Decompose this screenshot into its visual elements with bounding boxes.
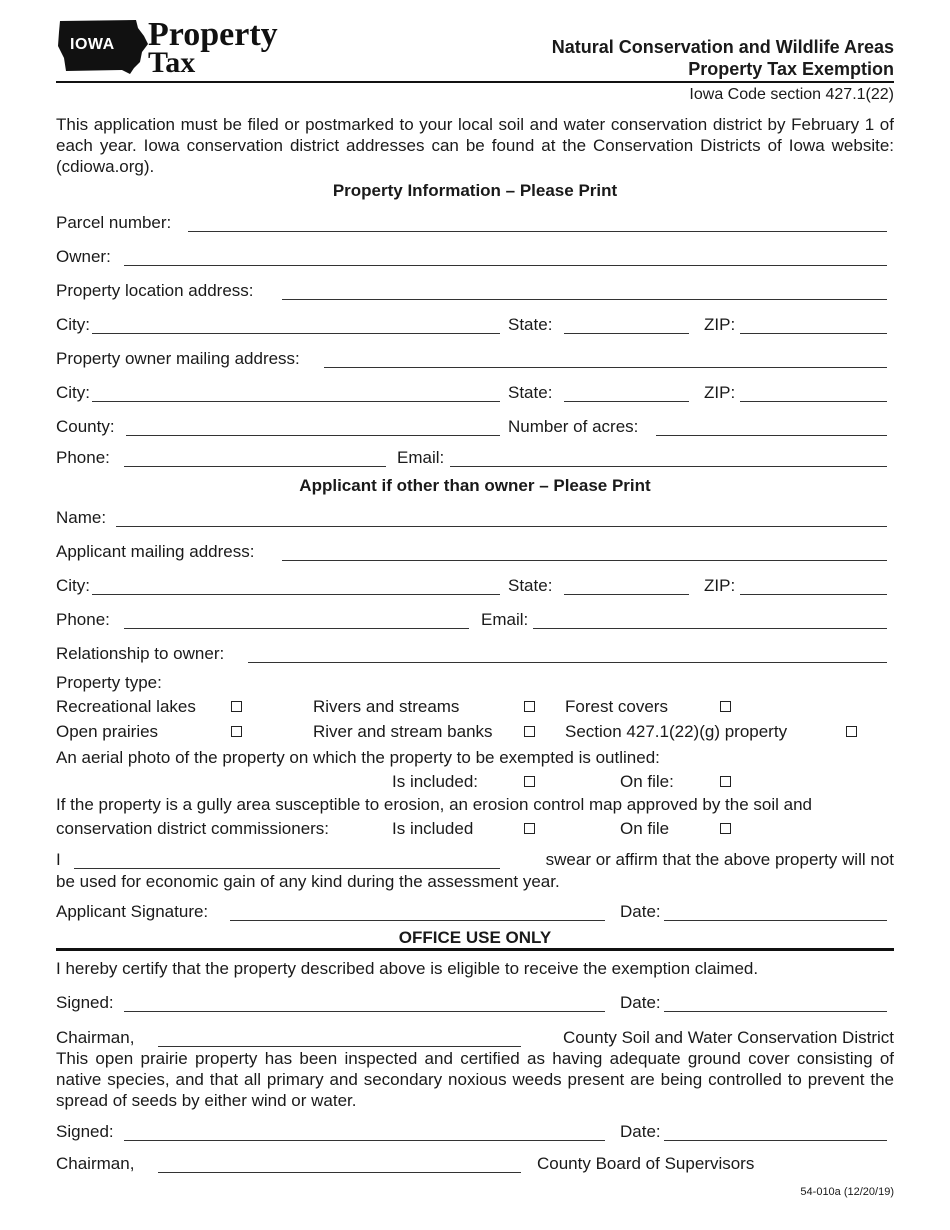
- owner-zip-field[interactable]: [740, 401, 887, 402]
- phone-label: Phone:: [56, 448, 110, 467]
- applicant-signature-label: Applicant Signature:: [56, 902, 209, 921]
- applicant-zip-field[interactable]: [740, 594, 887, 595]
- gully-text: If the property is a gully area susceptible to erosion, an erosion control map approved by the soil and: [56, 795, 812, 814]
- prairie-certification-paragraph: This open prairie property has been inspected and certified as having adequate ground cover consisting of native species, and that all primary and secondary noxious weeds present are being controlled to prevent the spread of seeds by either wind or water.: [56, 1049, 894, 1110]
- affirm-i: I: [56, 850, 61, 869]
- property-type-label: Property type:: [56, 673, 162, 692]
- applicant-date-field[interactable]: [664, 920, 887, 921]
- affirm-text-line1: swear or affirm that the above property will not: [545, 850, 894, 869]
- recreational-lakes-label: Recreational lakes: [56, 697, 196, 716]
- certify-text: I hereby certify that the property described above is eligible to receive the exemption claimed.: [56, 959, 759, 978]
- applicant-email-label: Email:: [481, 610, 529, 629]
- logo-word-property: Property: [148, 16, 278, 53]
- supervisors-date-field[interactable]: [664, 1140, 887, 1141]
- gully-text-line2: conservation district commissioners:: [56, 819, 330, 838]
- city-field[interactable]: [92, 333, 500, 334]
- form-subtitle: Property Tax Exemption: [688, 59, 894, 79]
- supervisors-signed-label: Signed:: [56, 1122, 114, 1141]
- district-name-label: County Soil and Water Conservation District: [562, 1028, 894, 1047]
- supervisors-chairman-field[interactable]: [158, 1172, 521, 1173]
- applicant-date-label: Date:: [620, 902, 661, 921]
- applicant-city-label: City:: [56, 576, 90, 595]
- aerial-included-checkbox[interactable]: [524, 776, 535, 787]
- rivers-streams-label: Rivers and streams: [313, 697, 460, 716]
- location-label: Property location address:: [56, 281, 254, 300]
- parcel-number-field[interactable]: [188, 231, 887, 232]
- supervisors-chairman-label: Chairman,: [56, 1154, 135, 1173]
- owner-state-label: State:: [508, 383, 553, 402]
- board-of-supervisors-label: County Board of Supervisors: [537, 1154, 755, 1173]
- owner-city-field[interactable]: [92, 401, 500, 402]
- header-rule: [56, 81, 894, 83]
- aerial-on-file-checkbox[interactable]: [720, 776, 731, 787]
- gully-included-checkbox[interactable]: [524, 823, 535, 834]
- property-section-heading: Property Information – Please Print: [332, 181, 618, 200]
- applicant-email-field[interactable]: [533, 628, 887, 629]
- relationship-field[interactable]: [248, 662, 887, 663]
- city-label: City:: [56, 315, 90, 334]
- applicant-city-field[interactable]: [92, 594, 500, 595]
- district-date-field[interactable]: [664, 1011, 887, 1012]
- acres-field[interactable]: [656, 435, 887, 436]
- email-field[interactable]: [450, 466, 887, 467]
- open-prairies-checkbox[interactable]: [231, 726, 242, 737]
- applicant-section-heading: Applicant if other than owner – Please Print: [299, 476, 651, 495]
- zip-field[interactable]: [740, 333, 887, 334]
- form-title: Natural Conservation and Wildlife Areas: [551, 37, 894, 57]
- district-chairman-label: Chairman,: [56, 1028, 135, 1047]
- applicant-signature-field[interactable]: [230, 920, 605, 921]
- relationship-label: Relationship to owner:: [56, 644, 225, 663]
- logo-state-label: IOWA: [70, 36, 115, 53]
- state-field[interactable]: [564, 333, 689, 334]
- form-number: 54-010a (12/20/19): [800, 1186, 894, 1198]
- applicant-state-field[interactable]: [564, 594, 689, 595]
- forest-covers-checkbox[interactable]: [720, 701, 731, 712]
- office-use-rule: [56, 948, 894, 951]
- affirm-text-line2: be used for economic gain of any kind during the assessment year.: [56, 872, 560, 891]
- gully-on-file-checkbox[interactable]: [720, 823, 731, 834]
- zip-label: ZIP:: [704, 315, 736, 334]
- applicant-name-label: Name:: [56, 508, 107, 527]
- applicant-zip-label: ZIP:: [704, 576, 736, 595]
- district-signed-label: Signed:: [56, 993, 114, 1012]
- recreational-lakes-checkbox[interactable]: [231, 701, 242, 712]
- rivers-streams-checkbox[interactable]: [524, 701, 535, 712]
- owner-field[interactable]: [124, 265, 887, 266]
- forest-covers-label: Forest covers: [565, 697, 668, 716]
- owner-city-label: City:: [56, 383, 90, 402]
- state-label: State:: [508, 315, 553, 334]
- applicant-name-field[interactable]: [116, 526, 887, 527]
- open-prairies-label: Open prairies: [56, 722, 159, 741]
- applicant-mailing-label: Applicant mailing address:: [56, 542, 255, 561]
- district-signed-field[interactable]: [124, 1011, 605, 1012]
- owner-state-field[interactable]: [564, 401, 689, 402]
- district-date-label: Date:: [620, 993, 661, 1012]
- acres-label: Number of acres:: [508, 417, 639, 436]
- phone-field[interactable]: [124, 466, 386, 467]
- aerial-on-file-label: On file:: [620, 772, 674, 791]
- section-g-label: Section 427.1(22)(g) property: [565, 722, 788, 741]
- river-banks-checkbox[interactable]: [524, 726, 535, 737]
- county-field[interactable]: [126, 435, 500, 436]
- code-reference: Iowa Code section 427.1(22): [689, 86, 894, 103]
- applicant-phone-label: Phone:: [56, 610, 110, 629]
- river-banks-label: River and stream banks: [313, 722, 493, 741]
- supervisors-signed-field[interactable]: [124, 1140, 605, 1141]
- owner-label: Owner:: [56, 247, 111, 266]
- email-label: Email:: [397, 448, 445, 467]
- aerial-photo-text: An aerial photo of the property on which the property to be exempted is outlined:: [56, 748, 660, 767]
- office-use-heading: OFFICE USE ONLY: [398, 928, 552, 947]
- location-address-field[interactable]: [282, 299, 887, 300]
- owner-zip-label: ZIP:: [704, 383, 736, 402]
- logo-word-tax: Tax: [148, 46, 196, 79]
- applicant-state-label: State:: [508, 576, 553, 595]
- district-chairman-field[interactable]: [158, 1046, 521, 1047]
- applicant-phone-field[interactable]: [124, 628, 469, 629]
- affirm-name-field[interactable]: [74, 868, 500, 869]
- section-g-checkbox[interactable]: [846, 726, 857, 737]
- owner-mailing-field[interactable]: [324, 367, 887, 368]
- parcel-label: Parcel number:: [56, 213, 172, 232]
- aerial-included-label: Is included:: [392, 772, 478, 791]
- applicant-mailing-field[interactable]: [282, 560, 887, 561]
- owner-mailing-label: Property owner mailing address:: [56, 349, 300, 368]
- gully-included-label: Is included: [392, 819, 474, 838]
- intro-paragraph: This application must be filed or postmarked to your local soil and water conservation district by February 1 of each year. Iowa conservation district addresses can be found at the Conservation Districts of Iowa website: (cdiowa.org).: [56, 115, 894, 176]
- supervisors-date-label: Date:: [620, 1122, 661, 1141]
- gully-on-file-label: On file: [620, 819, 670, 838]
- county-label: County:: [56, 417, 115, 436]
